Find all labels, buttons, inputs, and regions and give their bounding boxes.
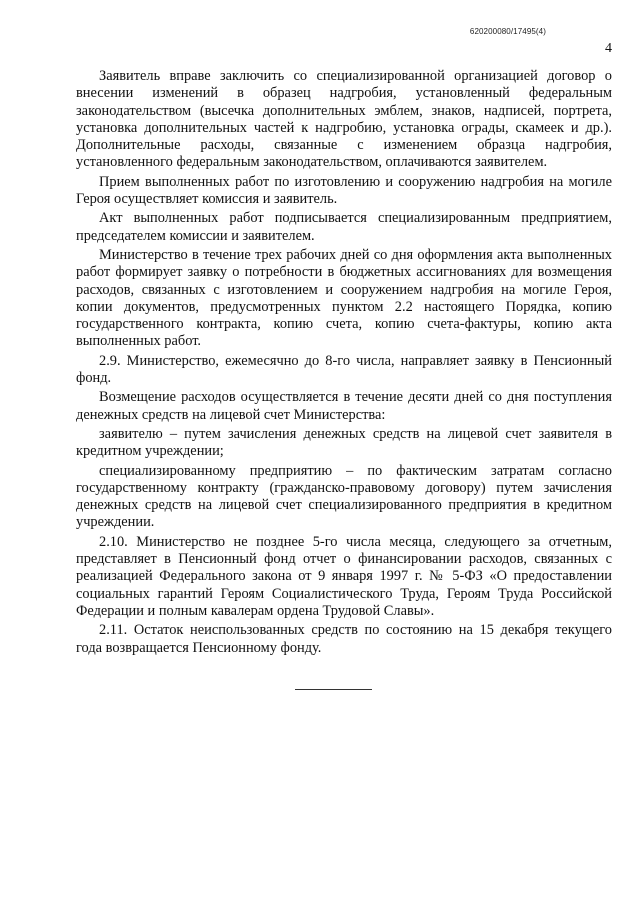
paragraph-headstone-modification: Заявитель вправе заключить со специализированной организацией договор о внесении изменений в образец надгробия, установленный федеральным законодательством (высечка дополнительных эмблем, знаков, надписей, портрета, установка дополнительных частей к надгробию, установка ограды, скамеек и др.). Дополнительные расходы, связанные с изменением образца надгробия, установленного федеральным законодательством, оплачиваются заявителем. <box>76 68 612 171</box>
paragraph-act-signing: Акт выполненных работ подписывается специализированным предприятием, председателем комиссии и заявителем. <box>76 210 612 244</box>
paragraph-reimbursement: Возмещение расходов осуществляется в течение десяти дней со дня поступления денежных средств на лицевой счет Министерства: <box>76 389 612 423</box>
paragraph-acceptance-commission: Прием выполненных работ по изготовлению и сооружению надгробия на могиле Героя осуществляет комиссия и заявитель. <box>76 173 612 208</box>
page-number: 4 <box>605 41 612 56</box>
document-body <box>76 68 612 659</box>
paragraph-ministry-request: Министерство в течение трех рабочих дней со дня оформления акта выполненных работ формирует заявку о потребности в бюджетных ассигнованиях для возмещения расходов, связанных с изготовлением и сооружением надгробия на могиле Героя, копии документов, предусмотренных пунктом 2.2 настоящего Порядка, копию государственного контракта, копию счета, копию счета-фактуры, копию акта выполненных работ. <box>76 246 612 350</box>
document-code: 620200080/17495(4) <box>469 27 546 36</box>
end-divider-line <box>295 689 372 690</box>
paragraph-to-applicant: заявителю – путем зачисления денежных средств на лицевой счет заявителя в кредитном учреждении; <box>76 425 612 460</box>
paragraph-2-9: 2.9. Министерство, ежемесячно до 8-го числа, направляет заявку в Пенсионный фонд. <box>76 352 612 387</box>
paragraph-2-11: 2.11. Остаток неиспользованных средств по состоянию на 15 декабря текущего года возвращается Пенсионному фонду. <box>76 622 612 656</box>
paragraph-2-10: 2.10. Министерство не позднее 5-го числа месяца, следующего за отчетным, представляет в Пенсионный фонд отчет о финансировании расходов, связанных с реализацией Федерального закона от 9 января 1997 г. № 5-ФЗ «О предоставлении социальных гарантий Героям Социалистического Труда, Героям Труда Российской Федерации и полным кавалерам ордена Трудовой Славы». <box>76 533 612 619</box>
paragraph-to-enterprise: специализированному предприятию – по фактическим затратам согласно государственному контракту (гражданско-правовому договору) путем зачисления денежных средств на лицевой счет специализированного предприятия в кредитном учреждении. <box>76 462 612 531</box>
